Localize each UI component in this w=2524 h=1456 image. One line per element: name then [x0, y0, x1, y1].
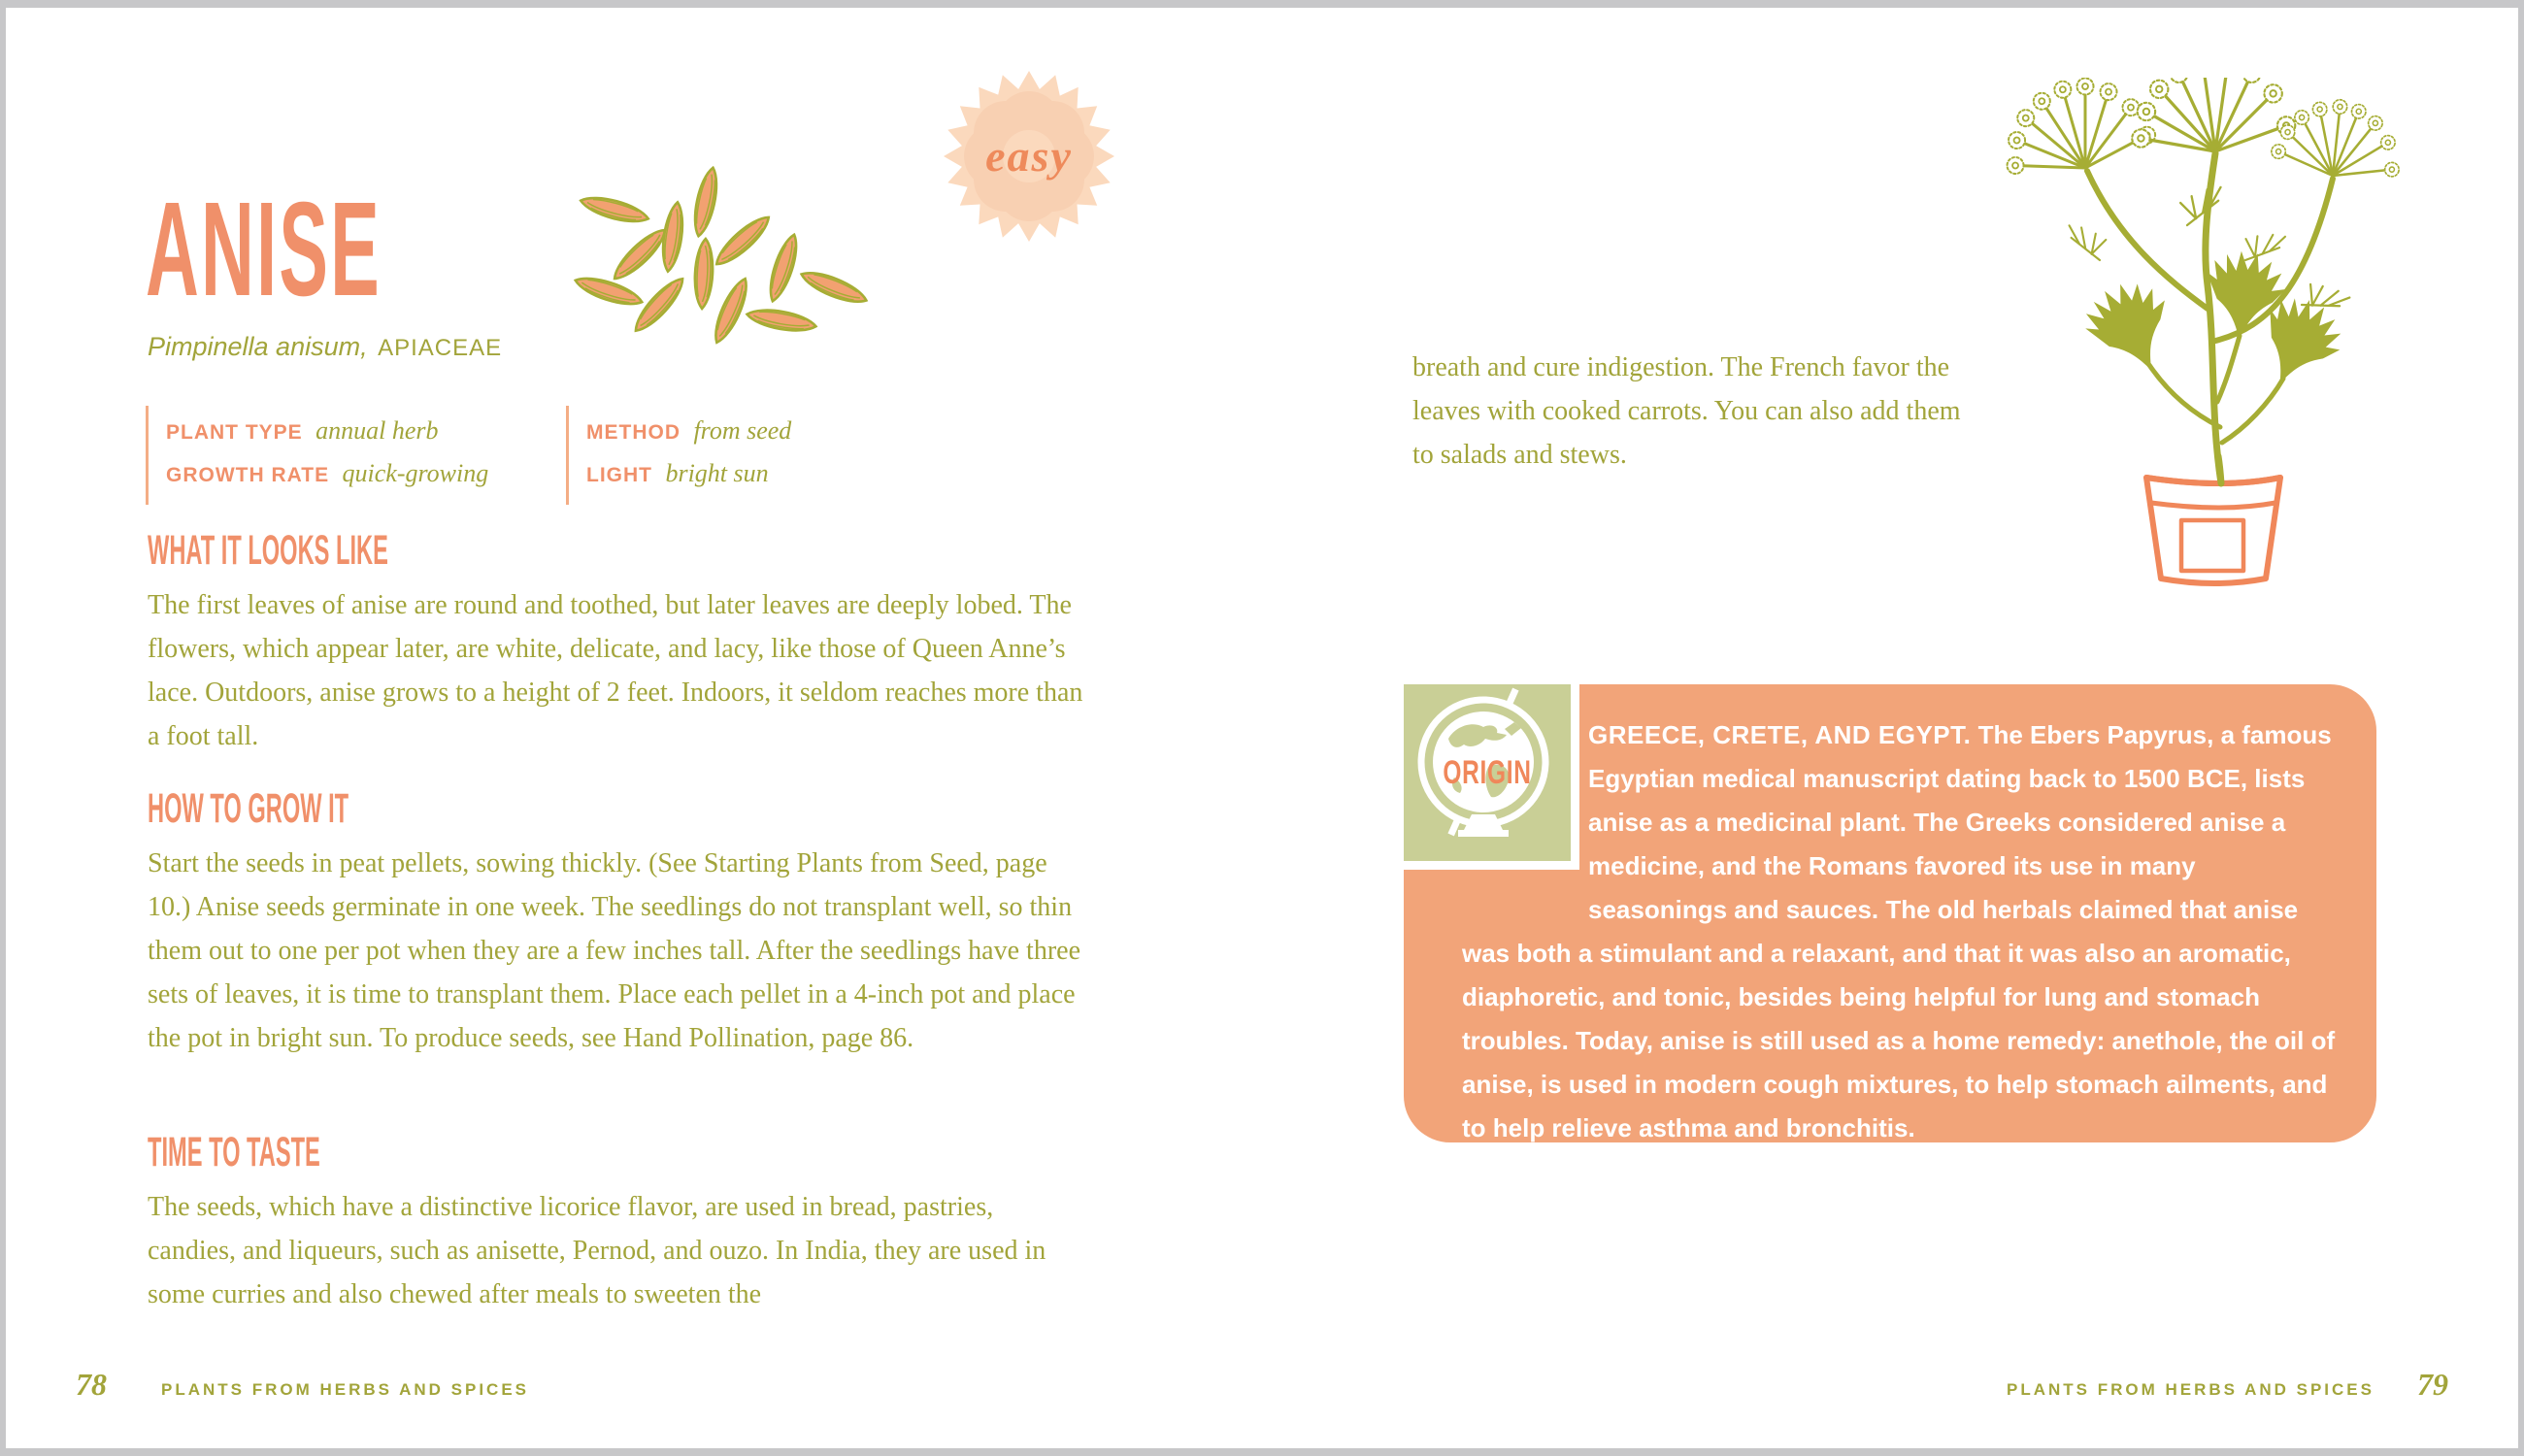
page-number: 79 [2417, 1367, 2448, 1402]
info-label: GROWTH RATE [166, 464, 330, 486]
latin-name-line [148, 332, 502, 362]
origin-body: The Ebers Papyrus, a famous Egyptian medical manuscript dating back to 1500 BCE, lists anise as a medicinal plant. The Greeks considered anise a medicine, and the Romans favored its use in many seasonings and sauces. The old herbals claimed that anise was both a stimulant and a relaxant, and that it was also an aromatic, diaphoretic, and tonic, besides being helpful for lung and stomach troubles. Today, anise is still used as a home remedy: anethole, the oil of anise, is used in modern cough mixtures, to help stomach ailments, and to help relieve asthma and bronchitis. [1462, 720, 2336, 1142]
info-label: PLANT TYPE [166, 421, 303, 444]
info-value: from seed [693, 416, 792, 445]
section-body: The seeds, which have a distinctive licorice flavor, are used in bread, pastries, candies, and liqueurs, such as anisette, Pernod, and ouzo. In India, they are used in some curries and also chewed after meals to sweeten the [148, 1192, 1046, 1309]
left-page-footer [76, 1367, 529, 1403]
origin-lead: GREECE, CRETE, AND EGYPT. [1588, 720, 1972, 749]
info-value: quick-growing [342, 459, 489, 487]
origin-icon-label: ORIGIN [1443, 754, 1532, 791]
anise-seeds-illustration [564, 159, 904, 363]
section-body: The first leaves of anise are round and toothed, but later leaves are deeply lobed. The flowers, which appear later, are white, delicate, and lacy, like those of Queen Anne’s lace. Outdoors, anise grows to a height of 2 feet. Indoors, it seldom reaches more than a foot tall. [148, 590, 1083, 751]
page-number: 78 [76, 1367, 107, 1402]
pot-icon [2146, 478, 2280, 583]
section-body: Start the seeds in peat pellets, sowing thickly. (See Starting Plants from Seed, page 10.) Anise seeds germinate in one week. The seedlings do not transplant well, so thin them out to one per pot when they are a few inches tall. After the seedlings have three sets of leaves, it is time to transplant them. Place each pellet in a 4-inch pot and place the pot in bright sun. To produce seeds, see Hand Pollination, page 86. [148, 848, 1080, 1053]
easy-badge [941, 68, 1117, 245]
section-heading: WHAT IT LOOKS LIKE [148, 527, 388, 574]
running-footer: PLANTS FROM HERBS AND SPICES [2006, 1380, 2375, 1399]
book-spread [6, 8, 2518, 1448]
origin-icon-tile [1404, 684, 1579, 870]
running-footer: PLANTS FROM HERBS AND SPICES [161, 1380, 530, 1399]
origin-callout-box [1404, 684, 2376, 1142]
latin-name: Pimpinella anisum, [148, 332, 368, 361]
page-title: ANISE [146, 175, 382, 324]
info-row-plant-type [166, 412, 566, 454]
plant-family: APIACEAE [378, 335, 503, 361]
section-heading: TIME TO TASTE [148, 1129, 320, 1175]
info-row-method [586, 412, 791, 454]
anise-plant-illustration [1981, 78, 2438, 592]
info-row-light [586, 454, 791, 497]
section-what-it-looks-like [148, 527, 1084, 758]
info-value: annual herb [316, 416, 439, 445]
section-time-to-taste [148, 1129, 1084, 1316]
info-label: LIGHT [586, 464, 652, 486]
plant-info-table [146, 406, 791, 505]
info-column-1 [146, 406, 566, 505]
easy-badge-label: easy [985, 131, 1073, 181]
continued-paragraph: breath and cure indigestion. The French favor the leaves with cooked carrots. You can also add them to salads and stews. [1412, 352, 1961, 470]
info-label: METHOD [586, 421, 681, 444]
right-page-footer [2007, 1367, 2448, 1403]
info-value: bright sun [665, 459, 769, 487]
info-column-2 [566, 406, 791, 505]
section-heading: HOW TO GROW IT [148, 785, 349, 832]
info-row-growth-rate [166, 454, 566, 497]
section-how-to-grow-it [148, 785, 1084, 1060]
